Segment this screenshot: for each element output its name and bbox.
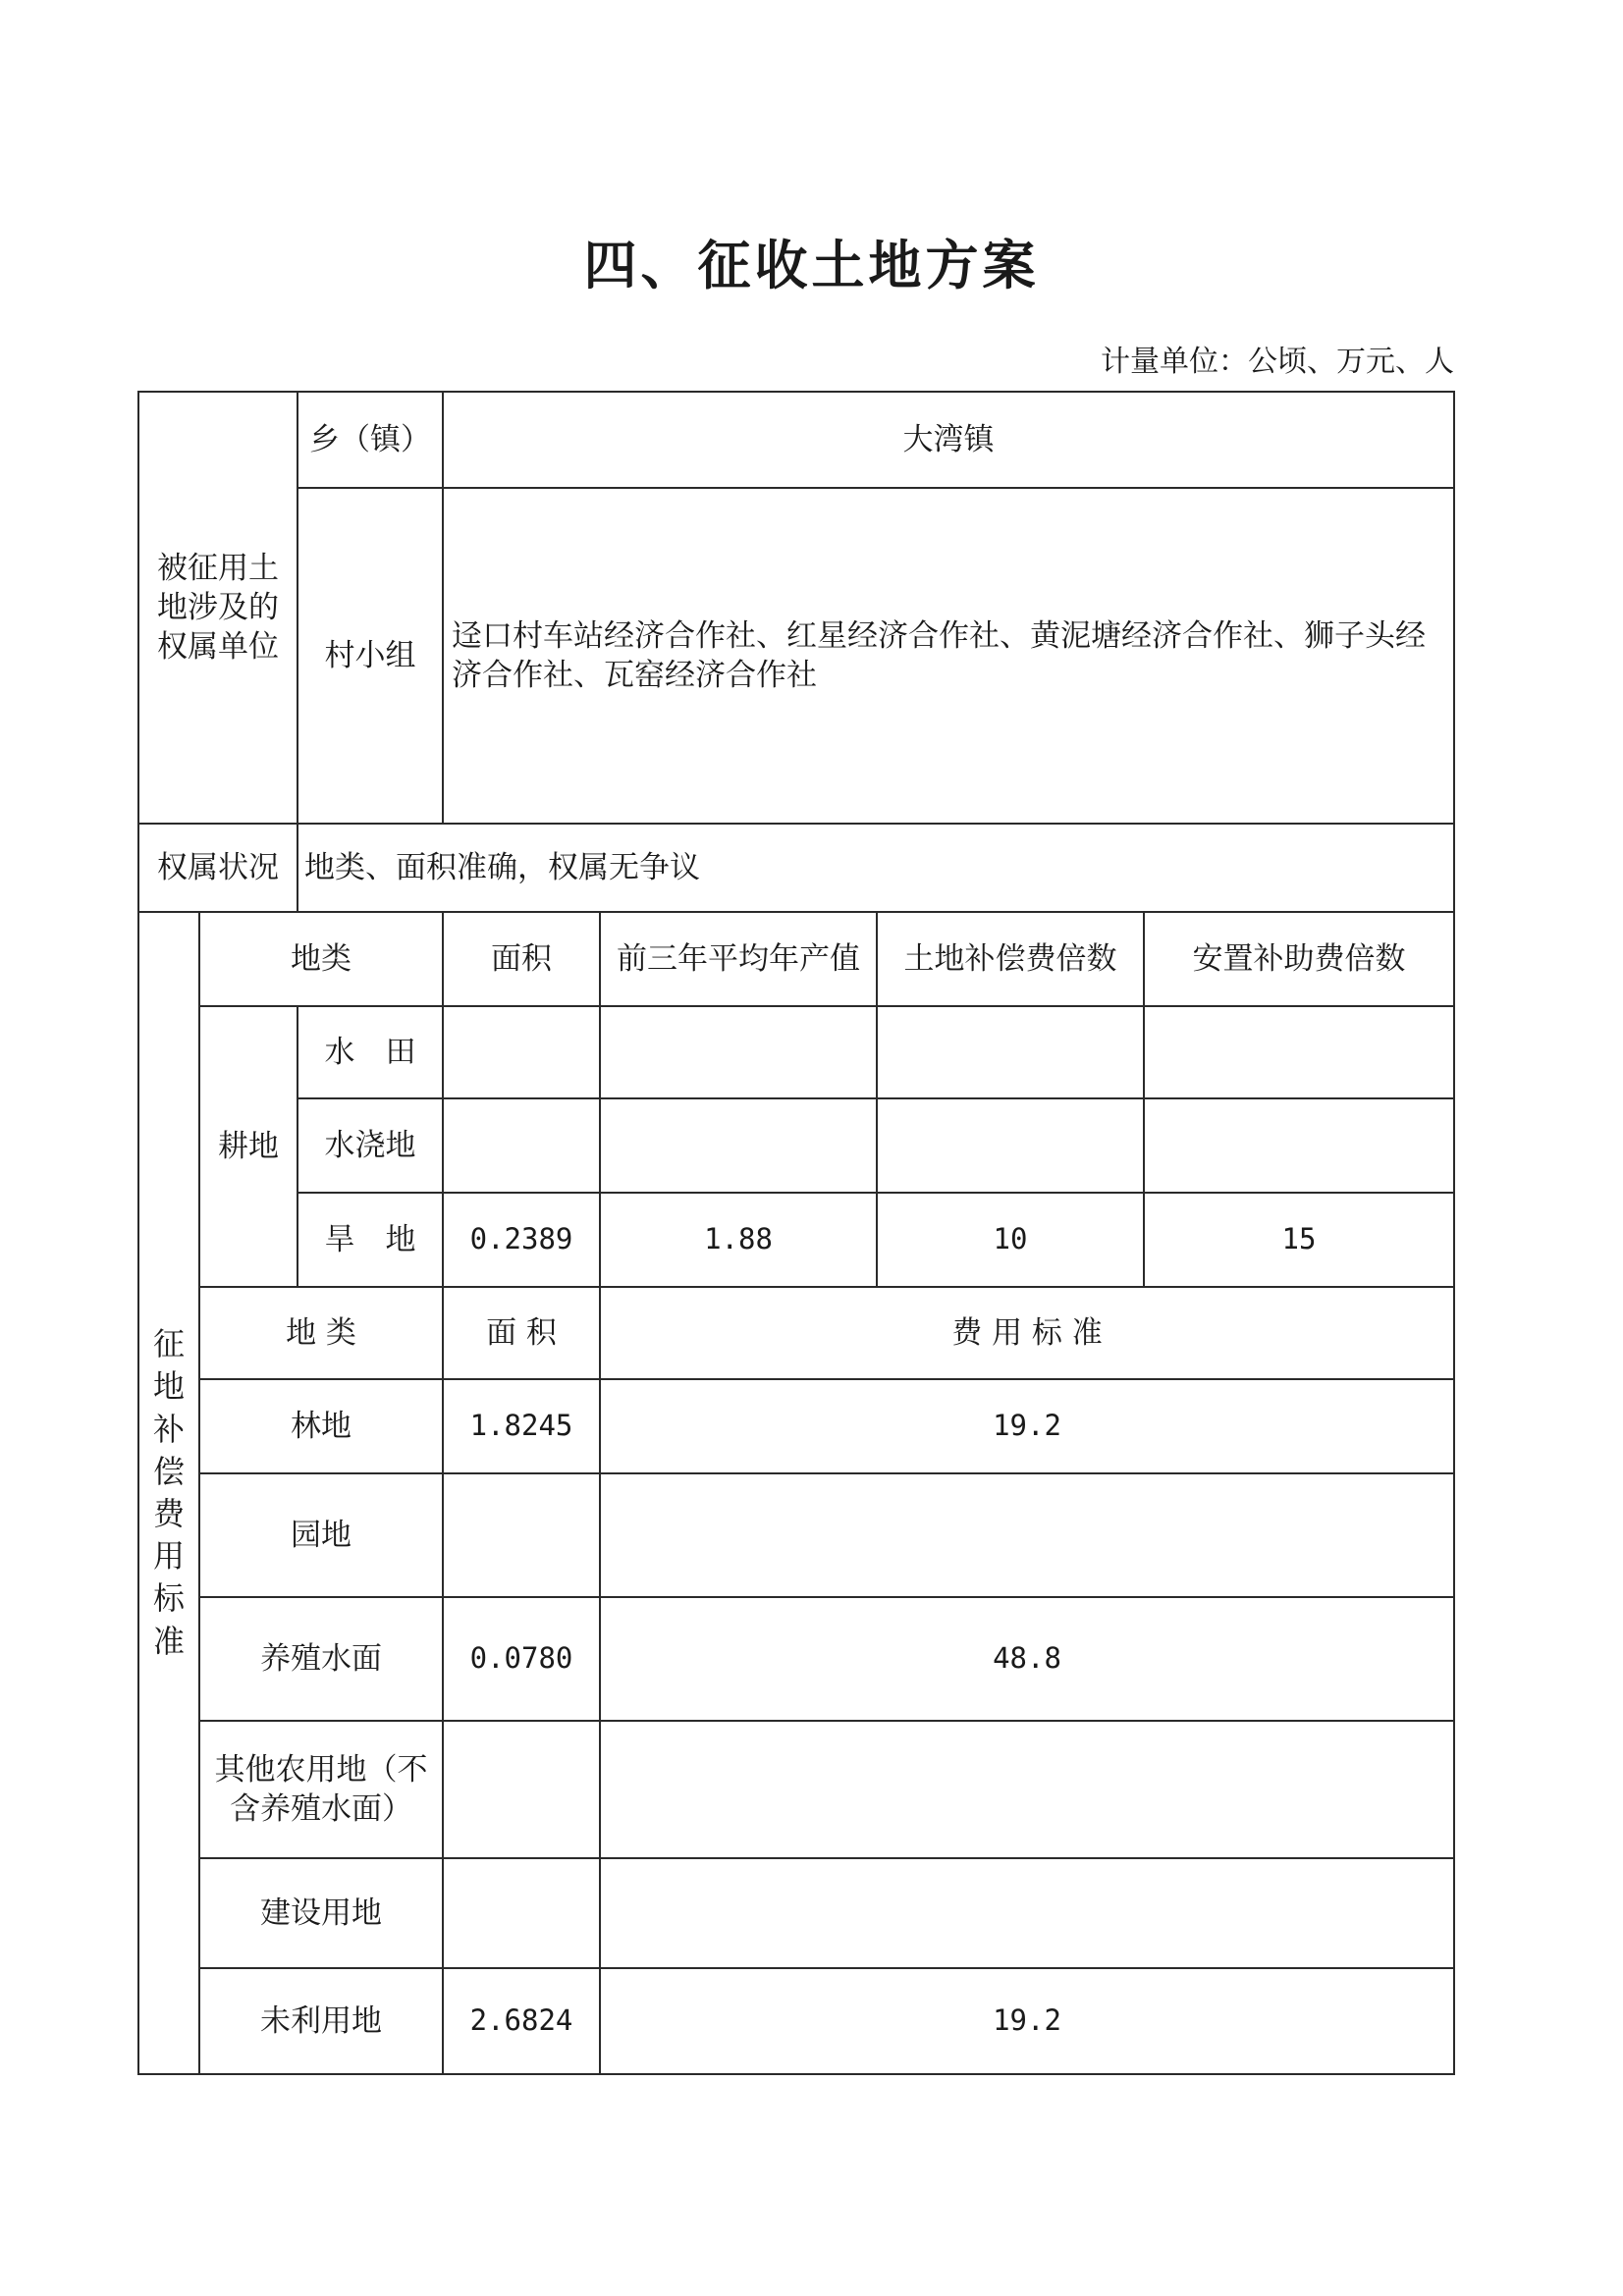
table-row [138, 1721, 1454, 1858]
area-value [443, 1006, 600, 1098]
other-header-row [138, 1287, 1454, 1379]
resettle-multiple-value: 15 [1144, 1193, 1454, 1287]
header-area: 面 积 [443, 1287, 600, 1379]
area-value [443, 1473, 600, 1597]
compensation-section-label [138, 912, 199, 2074]
farmland-header-row [138, 912, 1454, 1006]
village-label: 村小组 [298, 488, 443, 824]
land-type: 园地 [199, 1473, 443, 1597]
village-value: 迳口村车站经济合作社、红星经济合作社、黄泥塘经济合作社、狮子头经济合作社、瓦窑经济合作社 [443, 488, 1454, 824]
table-row [138, 1379, 1454, 1473]
land-type: 建设用地 [199, 1858, 443, 1968]
farmland-group-label: 耕地 [199, 1006, 298, 1287]
fee-value: 19.2 [600, 1379, 1454, 1473]
table-row [138, 1597, 1454, 1721]
header-fee-standard: 费 用 标 准 [600, 1287, 1454, 1379]
land-type: 水浇地 [298, 1098, 443, 1193]
section-char: 标 [152, 1579, 185, 1618]
section-char: 征 [152, 1325, 185, 1363]
fee-value: 48.8 [600, 1597, 1454, 1721]
area-value: 1.8245 [443, 1379, 600, 1473]
land-type: 旱 地 [298, 1193, 443, 1287]
table-row [138, 1193, 1454, 1287]
header-resettle-multiple: 安置补助费倍数 [1144, 912, 1454, 1006]
town-row [138, 392, 1454, 488]
avg-output-value: 1.88 [600, 1193, 877, 1287]
land-multiple-value [877, 1006, 1144, 1098]
ownership-label: 被征用土地涉及的权属单位 [138, 392, 298, 824]
land-type: 水 田 [298, 1006, 443, 1098]
section-char: 用 [152, 1537, 185, 1575]
table-row [138, 1858, 1454, 1968]
table-row [138, 1006, 1454, 1098]
header-land-type: 地 类 [199, 1287, 443, 1379]
avg-output-value [600, 1098, 877, 1193]
area-value [443, 1858, 600, 1968]
table-row [138, 1098, 1454, 1193]
area-value: 0.0780 [443, 1597, 600, 1721]
fee-value [600, 1858, 1454, 1968]
section-char: 偿 [152, 1452, 185, 1490]
resettle-multiple-value [1144, 1098, 1454, 1193]
table-row [138, 1968, 1454, 2074]
resettle-multiple-value [1144, 1006, 1454, 1098]
land-type: 养殖水面 [199, 1597, 443, 1721]
header-land-type: 地类 [199, 912, 443, 1006]
land-type: 其他农用地（不含养殖水面） [199, 1721, 443, 1858]
area-value: 2.6824 [443, 1968, 600, 2074]
section-char: 准 [152, 1622, 185, 1660]
section-char: 费 [152, 1495, 185, 1532]
unit-label: 计量单位：公顷、万元、人 [1101, 345, 1454, 379]
land-type: 林地 [199, 1379, 443, 1473]
header-area: 面积 [443, 912, 600, 1006]
status-row [138, 824, 1454, 912]
area-value [443, 1098, 600, 1193]
section-char: 补 [152, 1410, 185, 1448]
fee-value [600, 1721, 1454, 1858]
fee-value [600, 1473, 1454, 1597]
section-char: 地 [152, 1367, 185, 1406]
status-label: 权属状况 [138, 824, 298, 912]
avg-output-value [600, 1006, 877, 1098]
area-value [443, 1721, 600, 1858]
area-value: 0.2389 [443, 1193, 600, 1287]
table-row [138, 1473, 1454, 1597]
status-value: 地类、面积准确，权属无争议 [298, 824, 1454, 912]
town-value: 大湾镇 [443, 392, 1454, 488]
page-title: 四、征收土地方案 [583, 234, 1040, 296]
header-land-multiple: 土地补偿费倍数 [877, 912, 1144, 1006]
fee-value: 19.2 [600, 1968, 1454, 2074]
town-label: 乡（镇） [298, 392, 443, 488]
land-multiple-value [877, 1098, 1144, 1193]
land-multiple-value: 10 [877, 1193, 1144, 1287]
village-row [138, 488, 1454, 824]
land-type: 未利用地 [199, 1968, 443, 2074]
land-expropriation-table [137, 391, 1455, 2075]
header-avg-output: 前三年平均年产值 [600, 912, 877, 1006]
